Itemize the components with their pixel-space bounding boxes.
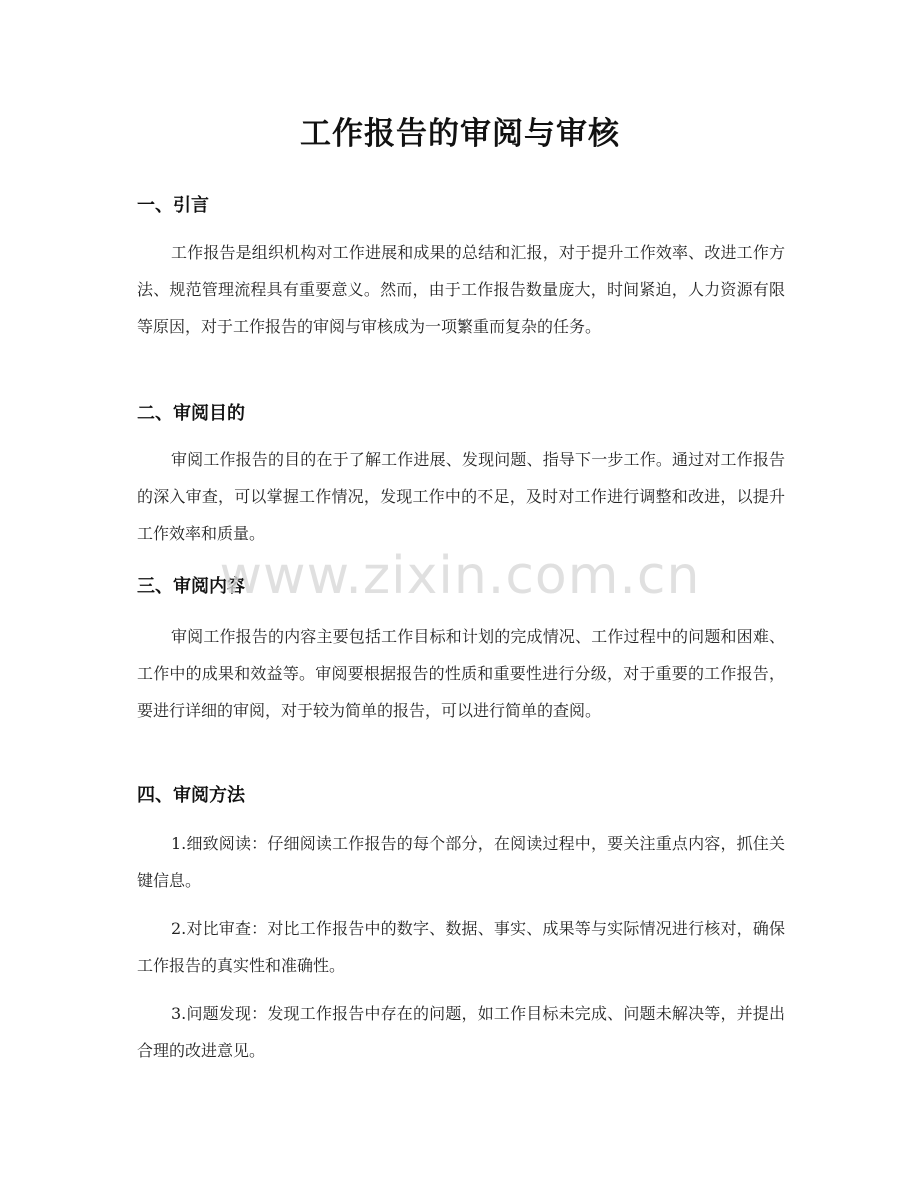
section-paragraph: 审阅工作报告的目的在于了解工作进展、发现问题、指导下一步工作。通过对工作报告的深入审查，可以掌握工作情况，发现工作中的不足，及时对工作进行调整和改进，以提升工作效率和质量。 [137,450,785,543]
method-item: 1.细致阅读：仔细阅读工作报告的每个部分，在阅读过程中，要关注重点内容，抓住关键信息。 [137,834,785,890]
watermark: www.zixin.com.cn [219,546,701,606]
method-item: 3.问题发现：发现工作报告中存在的问题，如工作目标未完成、问题未解决等，并提出合理的改进意见。 [137,1004,785,1060]
section-heading-methods: 四、审阅方法 [137,785,245,806]
method-item: 2.对比审查：对比工作报告中的数字、数据、事实、成果等与实际情况进行核对，确保工作报告的真实性和准确性。 [137,919,785,975]
section-paragraph: 审阅工作报告的内容主要包括工作目标和计划的完成情况、工作过程中的问题和困难、工作中的成果和效益等。审阅要根据报告的性质和重要性进行分级，对于重要的工作报告，要进行详细的审阅，对于较为简单的报告，可以进行简单的查阅。 [137,627,785,720]
document-title: 工作报告的审阅与审核 [300,116,620,152]
section-heading-intro: 一、引言 [137,195,209,216]
section-heading-purpose: 二、审阅目的 [137,403,245,424]
section-heading-content: 三、审阅内容 [137,576,245,597]
section-paragraph: 工作报告是组织机构对工作进展和成果的总结和汇报，对于提升工作效率、改进工作方法、规范管理流程具有重要意义。然而，由于工作报告数量庞大，时间紧迫，人力资源有限等原因，对于工作报告的审阅与审核成为一项繁重而复杂的任务。 [137,243,785,336]
